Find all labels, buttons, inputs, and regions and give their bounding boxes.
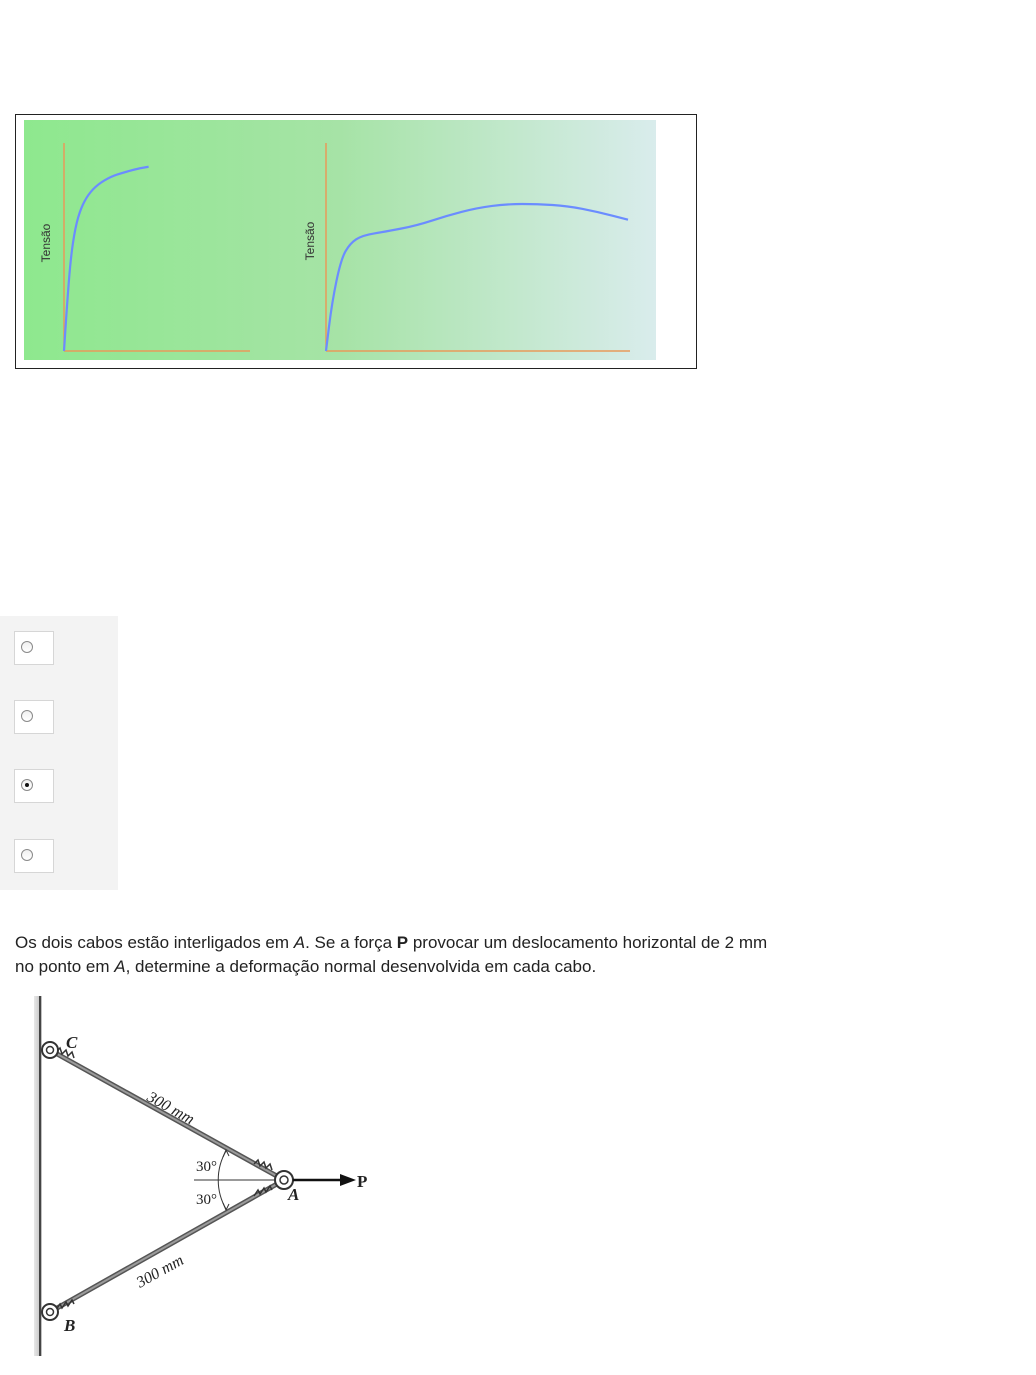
radio-circle-icon [21,641,33,653]
answer-options-panel [0,616,118,890]
stress-strain-figure [15,114,697,369]
option-2-radio[interactable] [14,700,54,734]
question-text-segment: Os dois cabos estão interligados em [15,933,294,952]
stress-strain-charts-svg [16,115,696,368]
label-a: A [288,1185,300,1204]
question-text-segment: . Se a força [305,933,397,952]
option-3-radio[interactable] [14,769,54,803]
chart-left-ylabel: Tensão [39,223,53,263]
label-p: P [357,1172,368,1191]
chart-right-ylabel: Tensão [303,221,317,261]
pin-c [42,1042,58,1058]
question-text-segment: , determine a deformação normal desenvolvida em cada cabo. [125,957,597,976]
force-arrow-head [340,1174,356,1186]
pin-b [42,1304,58,1320]
cable-figure [14,990,394,1375]
force-p-ref: P [396,933,409,952]
cable-ab-highlight [50,1180,284,1312]
radio-circle-icon [21,779,33,791]
question-text-segment: provocar um deslocamento horizontal de 2 mm [408,933,768,952]
question-text [15,931,835,979]
radio-circle-icon [21,849,33,861]
label-c: C [66,1033,78,1052]
angle-label-top: 30° [196,1159,217,1175]
chart-background [24,120,656,360]
option-1-radio[interactable] [14,631,54,665]
length-label-top: 300 mm [144,1088,198,1129]
length-label-bottom: 300 mm [133,1251,187,1292]
radio-selected-dot [25,783,29,787]
point-a-ref: A [293,933,306,952]
option-4-radio[interactable] [14,839,54,873]
cable-figure-svg [14,990,394,1370]
label-b: B [64,1316,76,1335]
radio-circle-icon [21,710,33,722]
question-text-segment: no ponto em [15,957,115,976]
angle-label-bottom: 30° [196,1192,217,1208]
point-a-ref: A [114,957,126,976]
